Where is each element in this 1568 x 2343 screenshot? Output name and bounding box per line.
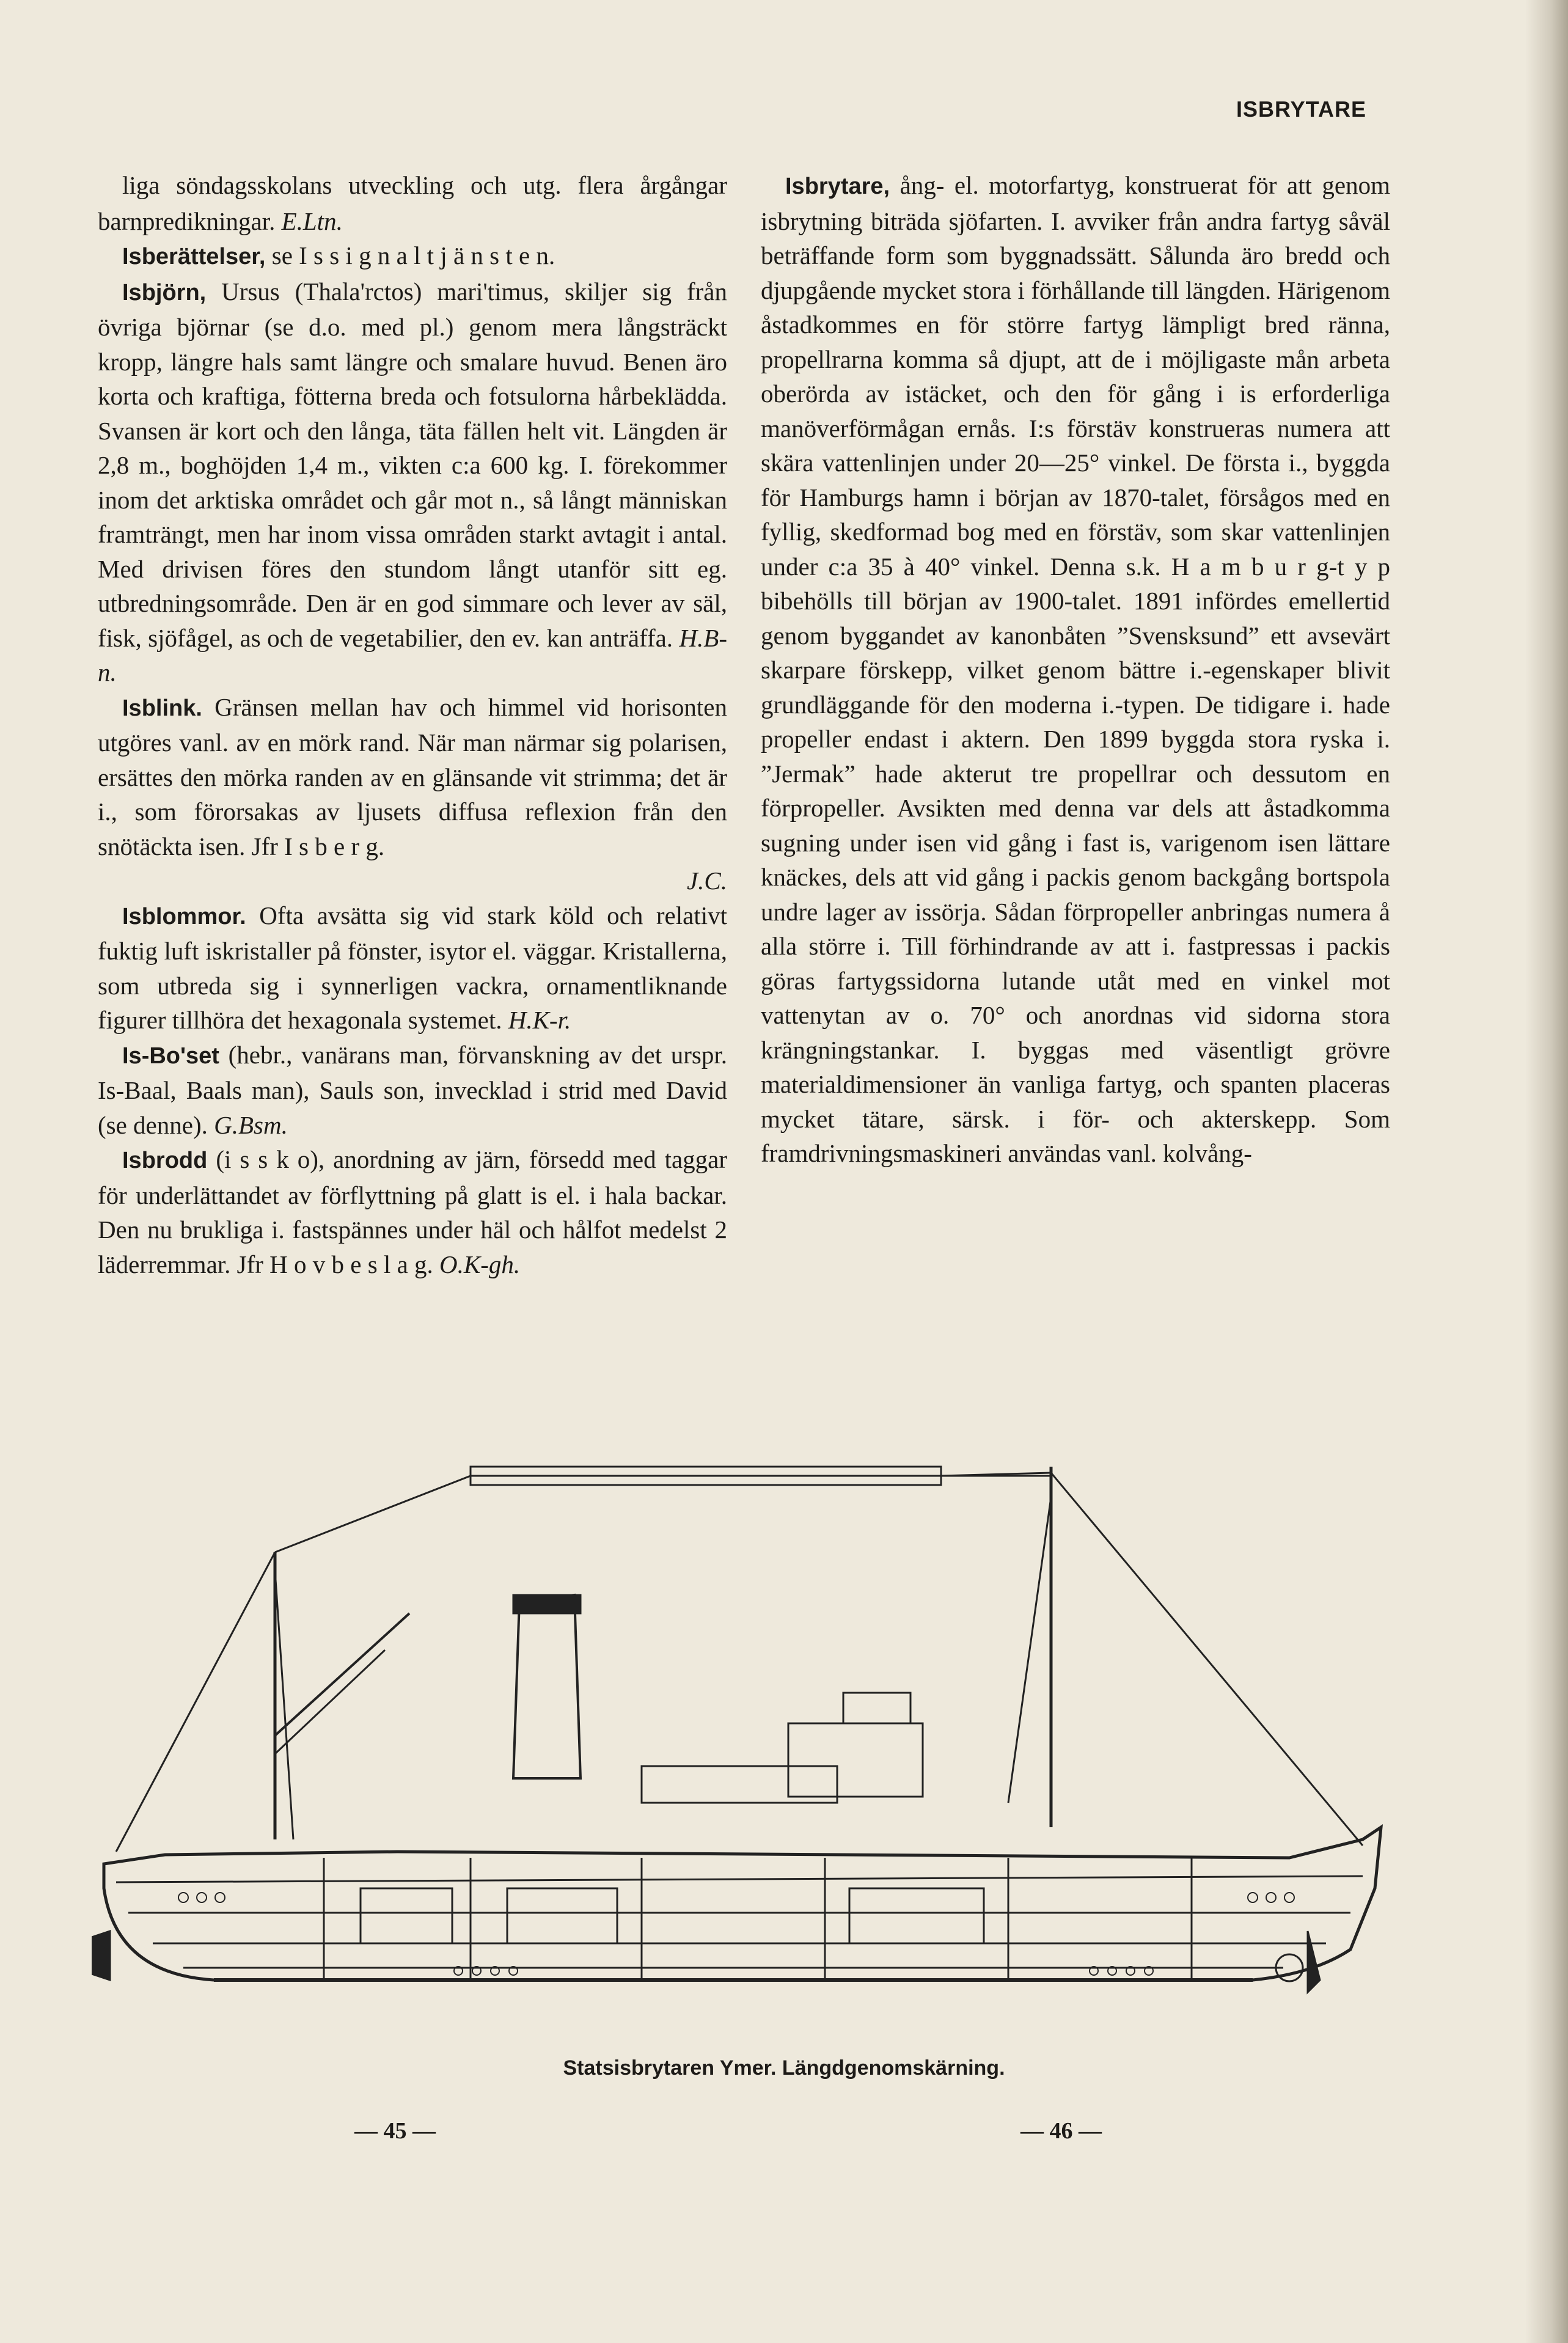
page-edge-shadow (1525, 0, 1568, 2343)
left-column (98, 168, 727, 1282)
entry-isbrytare: Isbrytare, ång- el. motorfartyg, konstruerat för att genom isbrytning biträda sjöfarten. I. avviker från andra fartyg såväl beträffande form som byggnadssätt. Sålunda äro bredd och djupgående mycket stora i förhållande till längden. Härigenom åstadkommes en för större fartyg lämpligt bred ränna, propellrarna komma så djupt, att de i möjligaste mån arbeta oberörda av istäcket, och den för gång i is erforderliga manöverförmågan ernås. I:s förstäv konstrueras numera att skära vattenlinjen under 20—25° vinkel. De första i., byggda för Hamburgs hamn i början av 1870-talet, försågos med en fyllig, skedformad bog med en förstäv, som skar vattenlinjen under c:a 35 à 40° vinkel. Denna s.k. H a m b u r g-t y p bibehölls till början av 1900-talet. 1891 infördes emellertid genom byggandet av kanonbåten ”Svensksund” ett avsevärt skarpare förskepp, vilket genom bättre i.-egenskaper blivit grundläggande för den moderna i.-typen. De tidigare i. hade propeller endast i aktern. Den 1899 byggda stora ryska i. ”Jermak” hade akterut tre propellrar och dessutom en förpropeller. Avsikten med denna var dels att åstadkomma sugning under isen vid gång i fast is, varigenom isen lättare knäckes, dels att vid gång i packis genom backgång bortspola undre lager av issörja. Sådan förpropeller anbringas numera å alla större i. Till förhindrande av att i. fastpressas i packis göras fartygssidorna lutande utåt med en vinkel mot vattenytan av o. 70° och anordnas vid sidorna stora krängningstankar. I. byggas med väsentligt grövre materialdimensioner än vanliga fartyg, och spanten placeras mycket tätare, särsk. i för- och akterskepp. Som framdrivningsmaskineri användas vanl. kolvång- (761, 171, 1391, 1167)
right-column (761, 168, 1390, 1171)
entry-2: Isbjörn, Ursus (Thala'rctos) mari'timus, skiljer sig från övriga björnar (se d.o. med pl.) genom mera långsträckt kropp, längre hals samt längre och smalare huvud. Benen äro korta och kraftiga, fötterna breda och fotsulorna hårbeklädda. Svansen är kort och den långa, täta fällen helt vit. Längden är 2,8 m., boghöjden 1,4 m., vikten c:a 600 kg. I. förekommer inom det arktiska området och går mot n., så långt människan framträngt, men har inom vissa områden starkt avtagit i antal. Med drivisen föres den stundom långt utanför sitt eg. utbredningsområde. Den är en god simmare och lever av säl, fisk, sjöfågel, as och de vegetabilier, den ev. kan anträffa. H.B-n. (98, 277, 727, 686)
entry-1: Isberättelser, se I s s i g n a l t j ä n s t e n. (122, 241, 555, 270)
entry-5: Is-Bo'set (hebr., vanärans man, förvanskning av det urspr. Is-Baal, Baals man), Sauls son, invecklad i strid med David (se denne). G.Bsm. (98, 1040, 728, 1139)
entry-6: Isbrodd (i s s k o), anordning av järn, försedd med taggar för underlättandet av förflyttning på glatt is el. i hala backar. Den nu brukliga i. fastspännes under häl och hålfot medelst 2 läderremmar. Jfr H o v b e s l a g. O.K-gh. (98, 1145, 728, 1278)
entry-4: Isblommor. Ofta avsätta sig vid stark köld och relativt fuktig luft iskristaller på fönster, isytor el. väggar. Kristallerna, som utbreda sig i synnerligen vackra, ornamentliknande figurer tillhöra det hexagonala systemet. H.K-r. (98, 901, 727, 1034)
figure-caption: Statsisbrytaren Ymer. Längdgenomskärning. (563, 2056, 1005, 2080)
entry-0: liga söndagsskolans utveckling och utg. flera årgångar barnpredikningar. E.Ltn. (98, 171, 727, 235)
page-number-right: — 46 — (1020, 2118, 1102, 2144)
running-head: ISBRYTARE (1236, 97, 1366, 122)
ship-cross-section-figure (92, 1461, 1405, 2041)
entry-3: Isblink. Gränsen mellan hav och himmel vid horisonten utgöres vanl. av en mörk rand. När man närmar sig polarisen, ersättes den mörka randen av en glänsande vit strimma; det är i., som förorsakas av ljusets diffusa reflexion från den snötäckta isen. Jfr I s b e r g. J.C. (98, 692, 727, 895)
page-number-left: — 45 — (354, 2118, 436, 2144)
